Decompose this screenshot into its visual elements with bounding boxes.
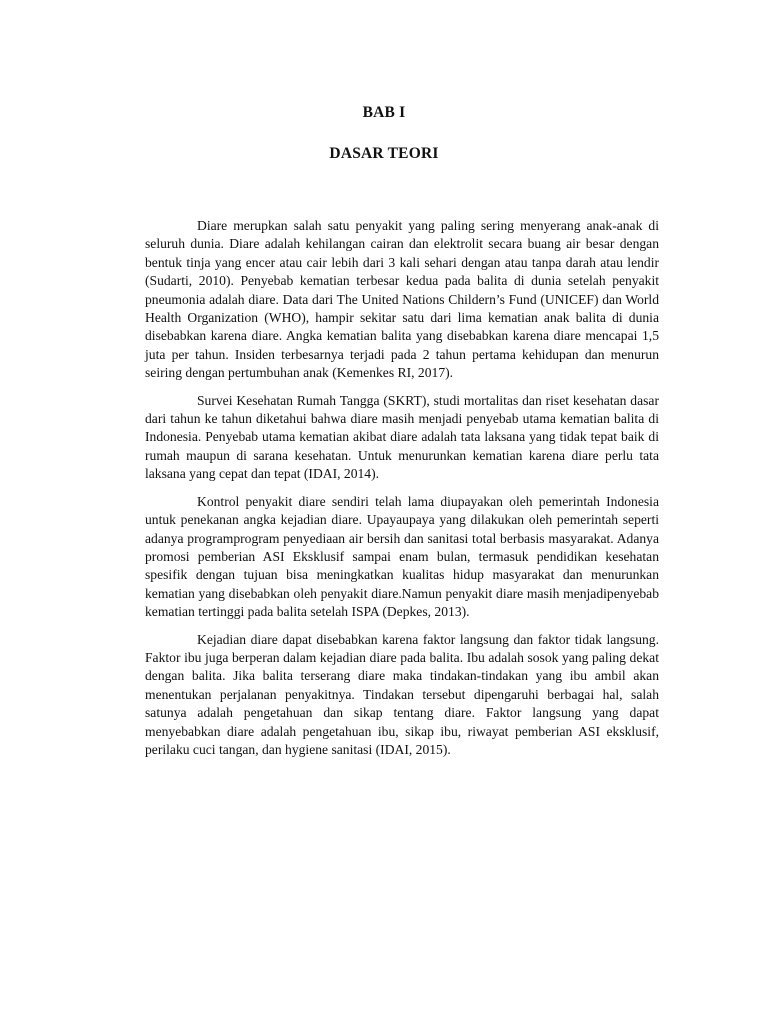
chapter-title: DASAR TEORI xyxy=(329,145,439,162)
body-paragraph: Survei Kesehatan Rumah Tangga (SKRT), studi mortalitas dan riset kesehatan dasar dari tahun ke tahun diketahui bahwa diare masih menjadi penyebab utama kematian balita di Indonesia. Penyebab utama kematian akibat diare adalah tata laksana yang tidak tepat baik di rumah maupun di sarana kesehatan. Untuk menurunkan kematian karena diare perlu tata laksana yang cepat dan tepat (IDAI, 2014). xyxy=(145,392,659,482)
body-paragraph: Kejadian diare dapat disebabkan karena faktor langsung dan faktor tidak langsung. Faktor ibu juga berperan dalam kejadian diare pada balita. Ibu adalah sosok yang paling dekat dengan balita. Jika balita terserang diare maka tindakan-tindakan yang ibu ambil akan menentukan perjalanan penyakitnya. Tindakan tersebut dipengaruhi berbagai hal, salah satunya adalah pengetahuan dan sikap tentang diare. Faktor langsung yang dapat menyebabkan diare adalah pengetahuan ibu, sikap ibu, riwayat pemberian ASI eksklusif, perilaku cuci tangan, dan hygiene sanitasi (IDAI, 2015). xyxy=(145,631,659,757)
chapter-heading: BAB I xyxy=(362,104,406,121)
body-paragraph: Kontrol penyakit diare sendiri telah lama diupayakan oleh pemerintah Indonesia untuk penekanan angka kejadian diare. Upayaupaya yang dilakukan oleh pemerintah seperti adanya programprogram penyediaan air bersih dan sanitasi total berbasis masyarakat. Adanya promosi pemberian ASI Eksklusif sampai enam bulan, termasuk pendidikan kesehatan spesifik dengan tujuan bisa meningkatkan kualitas hidup masyarakat dan menurunkan kematian yang disebabkan oleh penyakit diare.Namun penyakit diare masih menjadipenyebab kematian tertinggi pada balita setelah ISPA (Depkes, 2013). xyxy=(145,493,659,620)
document-body xyxy=(145,217,659,768)
body-paragraph: Diare merupkan salah satu penyakit yang paling sering menyerang anak-anak di seluruh dunia. Diare adalah kehilangan cairan dan elektrolit secara buang air besar dengan bentuk tinja yang encer atau cair lebih dari 3 kali sehari dengan atau tanpa darah atau lendir (Sudarti, 2010). Penyebab kematian terbesar kedua pada balita di dunia setelah penyakit pneumonia adalah diare. Data dari The United Nations Childern’s Fund (UNICEF) dan World Health Organization (WHO), hampir sekitar satu dari lima kematian anak balita di dunia disebabkan karena diare. Angka kematian balita yang disebabkan karena diare mencapai 1,5 juta per tahun. Insiden terbesarnya terjadi pada 2 tahun pertama kehidupan dan menurun seiring dengan pertumbuhan anak (Kemenkes RI, 2017). xyxy=(145,218,659,381)
